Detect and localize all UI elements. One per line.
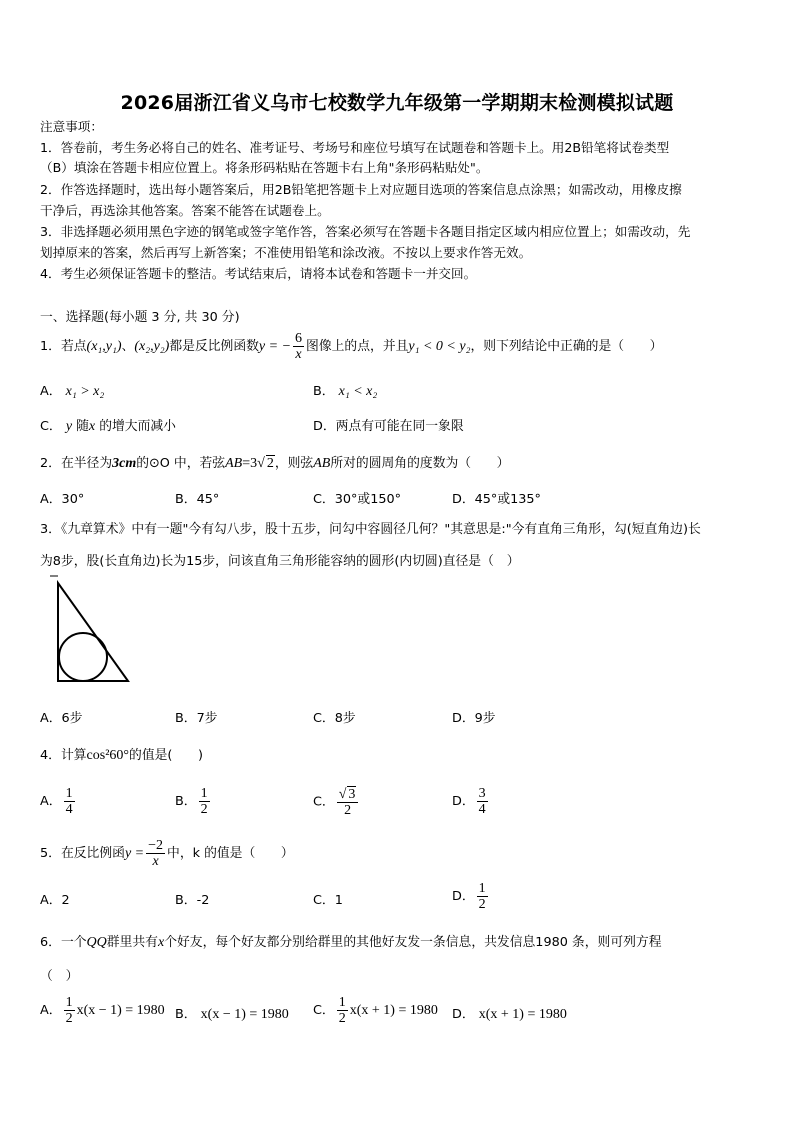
option-d: D．45°或135°	[452, 492, 541, 507]
option-d: D．9步	[452, 711, 496, 726]
option-a: A． $\frac{1}{4}$	[40, 786, 73, 817]
option-c: C． $\frac{√ 3}{2}$	[313, 786, 360, 818]
triangle-incircle-figure	[42, 573, 134, 685]
option-a: A．30°	[40, 492, 85, 507]
option-d: D．两点有可能在同一象限	[313, 419, 464, 434]
cos-expression: cos²60°	[86, 748, 130, 763]
section-heading: 一、选择题(每小题 3 分, 共 30 分)	[40, 310, 240, 325]
question-1: 1．若点(x₁,y₁)、(x₂,y₂)都是反比例函数y = − $\frac{6}{x}$ 图像上的点，并且y₁ < 0 < y₂，则下列结论中正确的是（ ）	[40, 331, 663, 362]
notice-line: （B）填涂在答题卡相应位置上。将条形码粘贴在答题卡右上角"条形码粘贴处"。	[40, 160, 489, 175]
answer-paren: （ ）	[40, 969, 79, 984]
notice-line: 2．作答选择题时，选出每小题答案后，用2B铅笔把答题卡上对应题目选项的答案信息点涂黑；如需改动，用橡皮擦	[40, 182, 682, 197]
option-d: D． $\frac{1}{2}$	[452, 881, 486, 912]
option-a: A．2	[40, 893, 70, 908]
notice-line: 3．非选择题必须用黑色字迹的钢笔或签字笔作答，答案必须写在答题卡各题目指定区域内相应位置上；如需改动，先	[40, 224, 691, 239]
option-c: C．1	[313, 893, 343, 908]
fraction: $\frac{6}{x}$	[295, 331, 303, 362]
option-b: B． $\frac{1}{2}$	[175, 786, 208, 817]
option-a: A． x₁ > x₂	[40, 384, 105, 399]
option-b: B． x₁ < x₂	[313, 384, 378, 399]
notice-heading: 注意事项：	[40, 119, 103, 134]
option-c: C．8步	[313, 711, 356, 726]
option-c: C． $\frac{1}{2}$ x(x + 1) = 1980	[313, 995, 438, 1026]
point-2: (x₂,y₂)	[134, 339, 170, 354]
sqrt: 2	[266, 456, 274, 471]
inequality: y₁ < 0 < y₂	[408, 339, 471, 354]
point-1: (x₁,y₁)	[86, 339, 122, 354]
right-triangle	[58, 583, 128, 681]
option-b: B． x(x − 1) = 1980	[175, 1007, 289, 1022]
question-5: 5．在反比例函y = $\frac{-2}{x}$ 中，k 的值是（ ）	[40, 838, 294, 869]
option-a: A．6步	[40, 711, 83, 726]
inscribed-circle	[59, 633, 107, 681]
option-a: A． $\frac{1}{2}$ x(x − 1) = 1980	[40, 995, 165, 1026]
option-c: C．30°或150°	[313, 492, 402, 507]
question-2: 2．在半径为3cm的⊙O 中，若弦AB=3√ 2，则弦AB所对的圆周角的度数为（ ）	[40, 456, 510, 471]
option-b: B．7步	[175, 711, 218, 726]
option-b: B．45°	[175, 492, 220, 507]
option-c: C． y 随x 的增大而减小	[40, 419, 176, 434]
option-d: D． $\frac{3}{4}$	[452, 786, 486, 817]
notice-line: 4．考生必须保证答题卡的整洁。考试结束后，请将本试卷和答题卡一并交回。	[40, 266, 477, 281]
question-3-line1: 3．《九章算术》中有一题"今有勾八步，股十五步，问勾中容圆径几何？"其意思是:"今有直角三角形，勾(短直角边)长	[40, 522, 701, 537]
notice-line: 划掉原来的答案，然后再写上新答案；不准使用铅笔和涂改液。不按以上要求作答无效。	[40, 245, 532, 260]
page-title: 2026届浙江省义乌市七校数学九年级第一学期期末检测模拟试题	[120, 92, 674, 114]
question-3-line2: 为8步，股(长直角边)长为15步，问该直角三角形能容纳的圆形(内切圆)直径是（ ）	[40, 554, 520, 569]
notice-line: 干净后，再选涂其他答案。答案不能答在试题卷上。	[40, 203, 330, 218]
question-6: 6．一个QQ群里共有x个好友，每个好友都分别给群里的其他好友发一条信息，共发信息1980 条，则可列方程	[40, 935, 662, 950]
notice-line: 1．答卷前，考生务必将自己的姓名、准考证号、考场号和座位号填写在试题卷和答题卡上。用2B铅笔将试卷类型	[40, 140, 670, 155]
option-b: B．-2	[175, 893, 210, 908]
option-d: D． x(x + 1) = 1980	[452, 1007, 567, 1022]
question-4: 4．计算cos²60°的值是( )	[40, 748, 203, 763]
